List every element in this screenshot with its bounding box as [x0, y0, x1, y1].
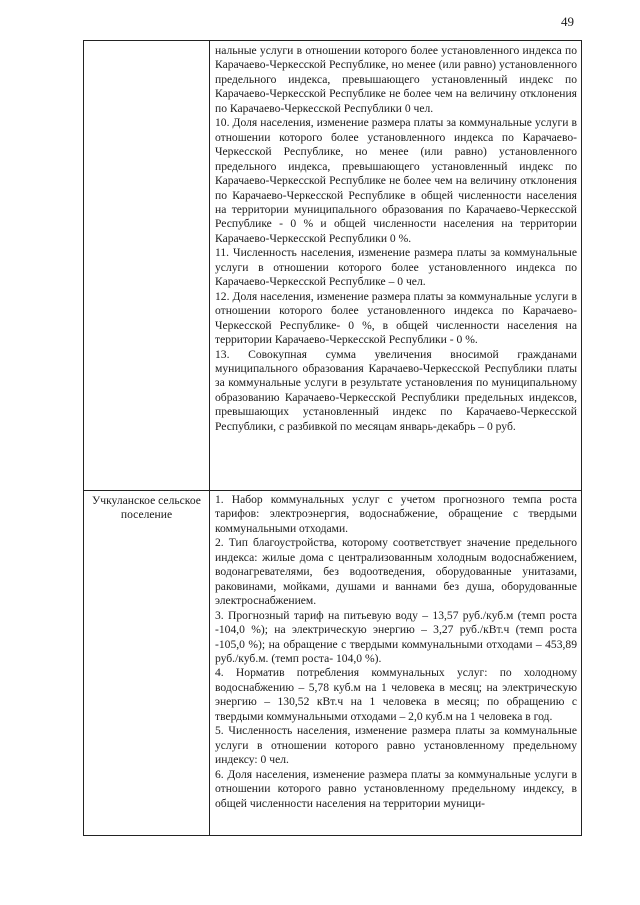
- table-row: [84, 41, 582, 491]
- paragraph: 1. Набор коммунальных услуг с учетом прогнозного темпа роста тарифов: электроэнергия, водоснабжение, обращение с твердыми коммунальными отходами.: [215, 493, 577, 535]
- settlement-table: [83, 40, 582, 836]
- settlement-name: [84, 41, 209, 44]
- description-cell: [210, 491, 582, 836]
- settlement-cell: [84, 491, 210, 836]
- paragraph: 12. Доля населения, изменение размера платы за коммунальные услуги в отношении которого более установленного индекса по Карачаево-Черкесской Республике- 0 %, в общей численности населения на территории Карачаево-Черкесской Республики - 0 %.: [215, 289, 577, 347]
- paragraph: 10. Доля населения, изменение размера платы за коммунальные услуги в отношении которого более установленного индекса по Карачаево-Черкесской Республике, но менее (или равно) установленного предельного индекса, превышающего установленный индекс по Карачаево-Черкесской Республике не более чем на величину отклонения по Карачаево-Черкесской Республике в общей численности населения на территории муниципального образования по Карачаево-Черкесской Республике - 0 % и общей численности населения на территории Карачаево-Черкесской Республики 0 %.: [215, 116, 577, 245]
- paragraph: 4. Норматив потребления коммунальных услуг: по холодному водоснабжению – 5,78 куб.м на 1 человека в месяц; на электрическую энергию – 130,52 кВт.ч на 1 человека в месяц; по обращению с твердыми коммунальными отходами – 2,0 куб.м на 1 человека в год.: [215, 666, 577, 723]
- paragraph: 11. Численность населения, изменение размера платы за коммунальные услуги в отношении которого более установленного индекса по Карачаево-Черкесской Республике – 0 чел.: [215, 246, 577, 289]
- paragraph: 2. Тип благоустройства, которому соответствует значение предельного индекса: жилые дома с централизованным холодным водоснабжением, водонагревателями, без водоотведения, оборудованные унитазами, раковинами, мойками, душами и ваннами без душа, оборудованные электроснабжением.: [215, 536, 577, 608]
- table-row: [84, 491, 582, 836]
- settlement-name: Учкуланское сельское поселение: [92, 494, 201, 522]
- paragraph: нальные услуги в отношении которого более установленного индекса по Карачаево-Черкесской Республике, но менее (или равно) установленного предельного индекса, превышающего установленный индекс по Карачаево-Черкесской Республике не более чем на величину отклонения по Карачаево-Черкесской Республики 0 чел.: [215, 44, 577, 115]
- paragraph: 6. Доля населения, изменение размера платы за коммунальные услуги в отношении которого равно установленному предельному индексу, в общей численности населения на территории муници-: [215, 767, 577, 810]
- description-cell: [210, 41, 582, 491]
- paragraph: 3. Прогнозный тариф на питьевую воду – 13,57 руб./куб.м (темп роста -104,0 %); на электрическую энергию – 3,27 руб./кВт.ч (темп роста -105,0 %); на обращение с твердыми коммунальными отходами – 453,89 руб./куб.м. (темп роста- 104,0 %).: [215, 608, 577, 665]
- settlement-cell: [84, 41, 210, 491]
- paragraph: 5. Численность населения, изменение размера платы за коммунальные услуги в отношении которого равно установленному предельному индексу: 0 чел.: [215, 724, 577, 767]
- paragraph: 13. Совокупная сумма увеличения вносимой гражданами муниципального образования Карачаево-Черкесской Республики платы за коммунальные услуги в результате установления по муниципальному образованию Карачаево-Черкесской Республики предельных индексов, превышающих установленный индекс по Карачаево-Черкесской Республики, с разбивкой по месяцам январь-декабрь – 0 руб.: [215, 347, 577, 433]
- page-number: 49: [561, 14, 574, 29]
